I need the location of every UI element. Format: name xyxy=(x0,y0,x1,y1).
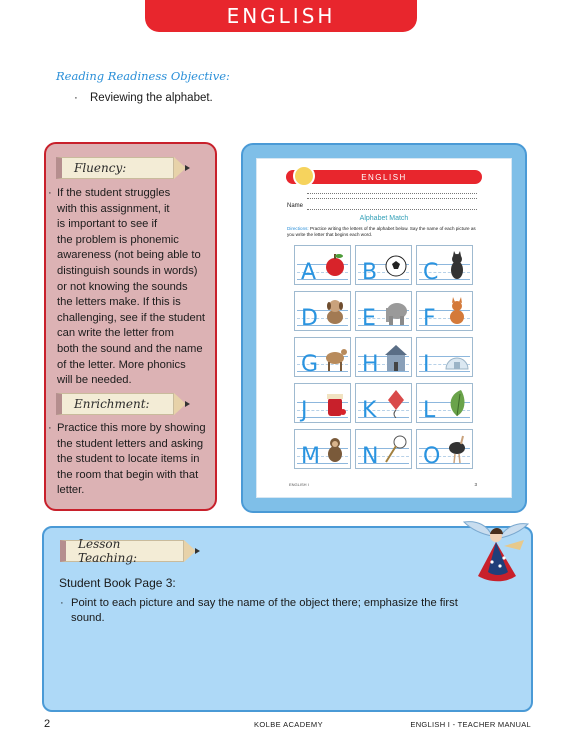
letter-cell xyxy=(294,383,351,423)
fluency-line: is important to see if xyxy=(57,218,158,231)
writing-line xyxy=(307,198,477,199)
angel-icon xyxy=(458,516,534,588)
fluency-line: distinguish sounds in words) xyxy=(57,264,198,277)
fluency-title: Fluency: xyxy=(56,157,174,179)
subject-banner xyxy=(145,0,417,32)
letter-cell xyxy=(416,337,473,377)
kite-icon xyxy=(384,388,408,418)
net-icon xyxy=(384,434,408,464)
fluency-line: challenging, see if the student xyxy=(57,311,206,324)
fluency-line: the letters make. If this is xyxy=(57,296,181,309)
goat-icon xyxy=(323,342,347,372)
objective-item xyxy=(74,92,213,104)
letter-glyph: F xyxy=(423,306,436,331)
fluency-line: with this assignment, it xyxy=(57,202,170,215)
workbook-page xyxy=(257,159,511,497)
letter-cell xyxy=(355,337,412,377)
letter-cell xyxy=(416,291,473,331)
elephant-icon xyxy=(384,296,408,326)
letter-glyph: D xyxy=(301,306,318,331)
letter-glyph: C xyxy=(423,260,439,285)
directions-label: Directions: xyxy=(287,226,309,231)
letter-glyph: M xyxy=(301,444,320,469)
letter-cell xyxy=(294,429,351,469)
bullet: · xyxy=(48,187,52,199)
ball-icon xyxy=(384,250,408,280)
lesson-line: Point to each picture and say the name of the object there; emphasize the first xyxy=(71,597,458,609)
pencil-lead-icon xyxy=(185,401,190,407)
letter-cell xyxy=(294,337,351,377)
lesson-heading: Student Book Page 3: xyxy=(59,576,176,590)
worksheet-directions xyxy=(287,226,483,239)
subject-title: ENGLISH xyxy=(226,4,336,28)
house-icon xyxy=(384,342,408,372)
objective-title: Reading Readiness Objective: xyxy=(56,69,230,83)
workbook-banner xyxy=(286,170,482,184)
letter-cell xyxy=(355,429,412,469)
worksheet-page-number: 3 xyxy=(474,482,477,487)
fox-icon xyxy=(445,296,469,326)
fluency-line: If the student struggles xyxy=(57,187,171,199)
igloo-icon xyxy=(445,342,469,372)
letter-glyph: G xyxy=(301,352,319,377)
letter-glyph: E xyxy=(362,306,376,331)
letter-cell xyxy=(355,383,412,423)
fluency-line: can write the letter from xyxy=(57,327,174,340)
books-icon xyxy=(293,165,315,187)
fluency-line: will be needed. xyxy=(57,374,132,387)
directions-text: Practice writing the letters of the alphabet below. Say the name of each picture as you write the letter that begins each word. xyxy=(287,226,476,238)
monkey-icon xyxy=(323,434,347,464)
writing-line xyxy=(307,193,477,194)
worksheet-footer-left: ENGLISH I xyxy=(289,482,309,487)
enrichment-line: Practice this more by showing xyxy=(57,422,206,434)
enrichment-line: the student to locate items in xyxy=(57,453,200,466)
name-label: Name xyxy=(287,203,304,209)
bullet: · xyxy=(60,597,64,609)
bullet: · xyxy=(48,422,52,434)
lesson-instructions xyxy=(62,596,502,627)
letter-glyph: I xyxy=(423,352,430,377)
name-line xyxy=(307,209,477,210)
fluency-text xyxy=(48,186,215,389)
jam-icon xyxy=(323,388,347,418)
letter-cell xyxy=(355,291,412,331)
enrichment-pencil-label xyxy=(56,393,190,415)
letter-glyph: L xyxy=(423,398,436,423)
letter-glyph: B xyxy=(362,260,378,285)
workbook-banner-title: ENGLISH xyxy=(361,172,407,182)
lesson-line: sound. xyxy=(71,612,105,625)
letter-cell xyxy=(294,245,351,285)
pencil-lead-icon xyxy=(185,165,190,171)
enrichment-title: Enrichment: xyxy=(56,393,174,415)
fluency-line: the problem is phonemic xyxy=(57,233,179,246)
letter-cell xyxy=(355,245,412,285)
workbook-preview-frame xyxy=(241,143,527,513)
worksheet-title: Alphabet Match xyxy=(359,215,409,222)
letter-glyph: H xyxy=(362,352,379,377)
publisher-name: KOLBE ACADEMY xyxy=(254,720,323,729)
fluency-line: of the letter. More phonics xyxy=(57,358,186,371)
enrichment-text xyxy=(48,421,215,499)
objective-text: Reviewing the alphabet. xyxy=(90,92,213,104)
pencil-lead-icon xyxy=(195,548,200,554)
letter-glyph: J xyxy=(301,398,308,423)
enrichment-line: letter. xyxy=(57,484,85,497)
letter-cell xyxy=(416,383,473,423)
enrichment-line: the room that begin with that xyxy=(57,468,199,481)
ostrich-icon xyxy=(445,434,469,464)
fluency-line: awareness (not being able to xyxy=(57,249,201,262)
leaf-icon xyxy=(445,388,469,418)
fluency-line: or not knowing the sounds xyxy=(57,280,188,293)
enrichment-line: the student letters and asking xyxy=(57,437,204,450)
letter-cell xyxy=(416,245,473,285)
fluency-line: both the sound and the name xyxy=(57,342,203,355)
letter-glyph: A xyxy=(301,260,317,285)
apple-icon xyxy=(323,250,347,280)
dog-icon xyxy=(323,296,347,326)
page-number: 2 xyxy=(44,718,51,730)
letter-glyph: K xyxy=(362,398,377,423)
letter-cell xyxy=(294,291,351,331)
manual-title: ENGLISH I - TEACHER MANUAL xyxy=(410,720,531,729)
cat-icon xyxy=(445,250,469,280)
letter-cell xyxy=(416,429,473,469)
lesson-pencil-label xyxy=(60,537,200,565)
bullet: · xyxy=(74,92,78,104)
fluency-pencil-label xyxy=(56,157,190,179)
letter-glyph: O xyxy=(423,444,441,469)
letter-glyph: N xyxy=(362,444,379,469)
lesson-title: Lesson Teaching: xyxy=(60,540,184,562)
